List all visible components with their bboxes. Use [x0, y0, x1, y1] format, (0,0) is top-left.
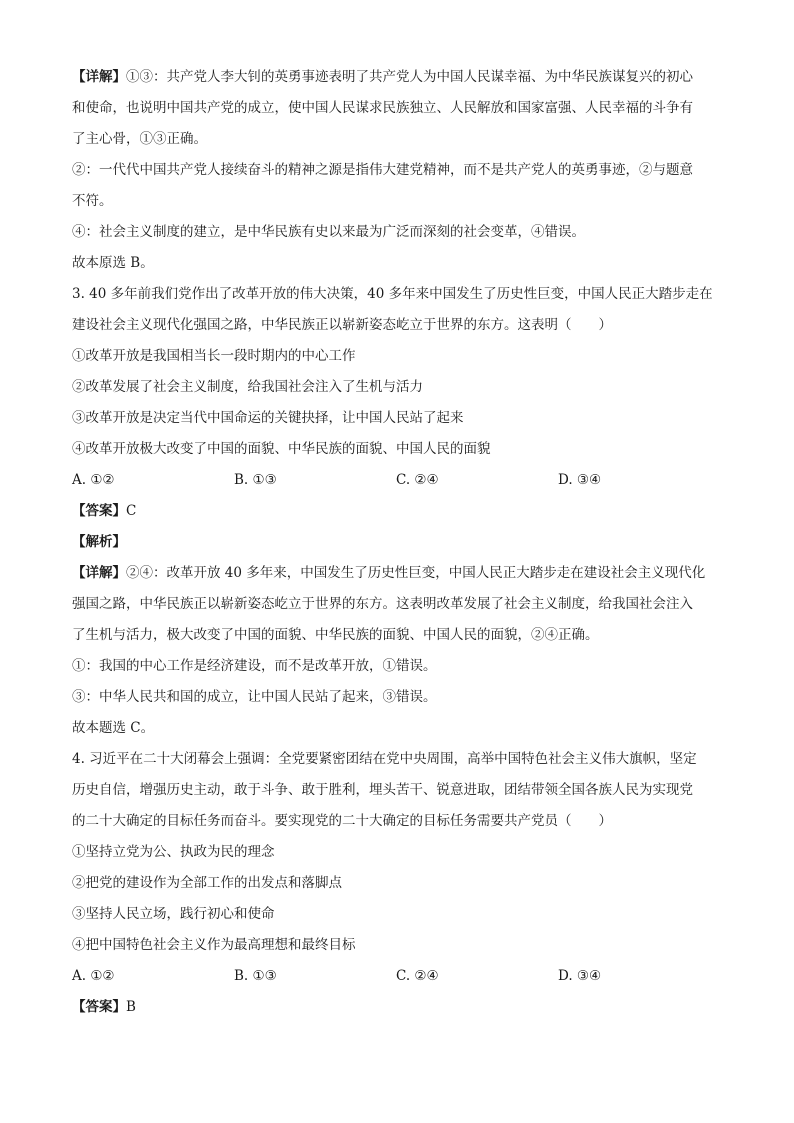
- question-3-options: [72, 465, 724, 496]
- explanation-line: 不符。: [72, 193, 113, 209]
- stem-line: 3. 40 多年前我们党作出了改革开放的伟大决策，40 多年来中国发生了历史性巨变，中国人民正大踏步走在: [72, 286, 713, 302]
- question-3-answer: [72, 496, 724, 527]
- option-c: C. ②④: [396, 968, 439, 984]
- question-4-item: ④把中国特色社会主义作为最高理想和最终目标: [72, 937, 356, 953]
- question-4-item: ①坚持立党为公、执政为民的理念: [72, 844, 275, 860]
- detail-line: 了生机与活力，极大改变了中国的面貌、中华民族的面貌、中国人民的面貌，②④正确。: [72, 627, 599, 643]
- question-3-item: ①改革开放是我国相当长一段时期内的中心工作: [72, 348, 356, 364]
- detail-tag: 【详解】: [72, 69, 126, 85]
- question-3-wrong-3: ③：中华人民共和国的成立，让中国人民站了起来，③错误。: [72, 689, 437, 705]
- detail-tag: 【详解】: [72, 565, 126, 581]
- option-d: D. ③④: [558, 968, 602, 984]
- question-3-conclusion: 故本题选 C。: [72, 720, 155, 736]
- option-d: D. ③④: [558, 472, 602, 488]
- question-3-item: ②改革发展了社会主义制度，给我国社会注入了生机与活力: [72, 379, 423, 395]
- answer-tag: 【答案】: [72, 503, 126, 519]
- analysis-tag: 【解析】: [72, 534, 126, 550]
- stem-line: 的二十大确定的目标任务而奋斗。要实现党的二十大确定的目标任务需要共产党员（ ）: [72, 813, 612, 829]
- question-3-item: ④改革开放极大改变了中国的面貌、中华民族的面貌、中国人民的面貌: [72, 441, 491, 457]
- question-4-item: ②把党的建设作为全部工作的出发点和落脚点: [72, 875, 342, 891]
- option-c: C. ②④: [396, 472, 439, 488]
- prev-detail-paragraph: [72, 62, 724, 155]
- option-a: A. ①②: [72, 472, 115, 488]
- question-3-wrong-1: ①：我国的中心工作是经济建设，而不是改革开放，①错误。: [72, 658, 437, 674]
- answer-value: C: [126, 503, 137, 519]
- document-content: [72, 62, 724, 1023]
- question-3-item: ③改革开放是决定当代中国命运的关键抉择，让中国人民站了起来: [72, 410, 464, 426]
- question-4-answer: [72, 992, 724, 1023]
- option-b: B. ①③: [234, 472, 277, 488]
- answer-tag: 【答案】: [72, 999, 126, 1015]
- question-4-item: ③坚持人民立场，践行初心和使命: [72, 906, 275, 922]
- option-b: B. ①③: [234, 968, 277, 984]
- question-3-detail: [72, 558, 724, 651]
- question-4-stem: [72, 744, 724, 837]
- question-3-stem: [72, 279, 724, 341]
- detail-line: 强国之路，中华民族正以崭新姿态屹立于世界的东方。这表明改革发展了社会主义制度，给我国社会注入: [72, 596, 693, 612]
- stem-line: 建设社会主义现代化强国之路，中华民族正以崭新姿态屹立于世界的东方。这表明（ ）: [72, 317, 612, 333]
- detail-line: ②④：改革开放 40 多年来，中国发生了历史性巨变，中国人民正大踏步走在建设社会主义现代化: [126, 565, 706, 581]
- question-4-options: [72, 961, 724, 992]
- detail-line: ①③：共产党人李大钊的英勇事迹表明了共产党人为中国人民谋幸福、为中华民族谋复兴的初心: [126, 69, 693, 85]
- option-a: A. ①②: [72, 968, 115, 984]
- stem-line: 4. 习近平在二十大闭幕会上强调：全党要紧密团结在党中央周围，高举中国特色社会主义伟大旗帜，坚定: [72, 751, 697, 767]
- detail-line: 和使命，也说明中国共产党的成立，使中国人民谋求民族独立、人民解放和国家富强、人民幸福的斗争有: [72, 100, 693, 116]
- stem-line: 历史自信，增强历史主动，敢于斗争、敢于胜利，埋头苦干、锐意进取，团结带领全国各族人民为实现党: [72, 782, 693, 798]
- detail-line: 了主心骨，①③正确。: [72, 131, 207, 147]
- question-3-analysis-heading: [72, 527, 724, 558]
- answer-value: B: [126, 999, 136, 1015]
- prev-explanation-4: ④：社会主义制度的建立，是中华民族有史以来最为广泛而深刻的社会变革，④错误。: [72, 224, 585, 240]
- prev-explanation-2: [72, 155, 724, 217]
- explanation-line: ②：一代代中国共产党人接续奋斗的精神之源是指伟大建党精神，而不是共产党人的英勇事迹，②与题意: [72, 162, 693, 178]
- prev-conclusion: 故本原选 B。: [72, 255, 154, 271]
